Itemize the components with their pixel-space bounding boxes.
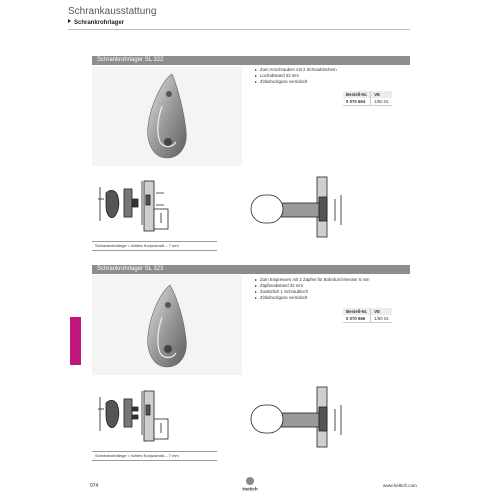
page-title: Schrankausstattung bbox=[68, 6, 157, 17]
feature-item: Zinkdruckguss vernickelt bbox=[255, 79, 337, 85]
feature-item: Zinkdruckguss vernickelt bbox=[255, 295, 370, 301]
length-caption: Schrankrohrlänge = lichtes Korpusmaß – 7 mm bbox=[95, 453, 179, 458]
order-table bbox=[343, 91, 392, 106]
feature-list bbox=[255, 277, 370, 301]
feature-item: Lochabstand 32 mm bbox=[255, 73, 337, 79]
footer-url[interactable]: www.hettich.com bbox=[383, 483, 417, 488]
caption-divider bbox=[92, 451, 217, 452]
section-title: Schrankrohrlager SL 323 bbox=[97, 266, 164, 272]
feature-item: Zum Anschrauben mit 2 Schraublöchern bbox=[255, 67, 337, 73]
header-divider bbox=[68, 29, 410, 30]
section-title: Schrankrohrlager SL 322 bbox=[97, 57, 164, 63]
hettich-logo bbox=[234, 476, 266, 492]
order-number: 0 070 666 bbox=[343, 315, 371, 323]
order-table-header: VE bbox=[371, 91, 392, 98]
caption-divider bbox=[92, 250, 217, 251]
order-number: 0 070 664 bbox=[343, 98, 371, 106]
packing-unit: 1/50 St. bbox=[371, 98, 392, 106]
breadcrumb-label: Schrankrohrlager bbox=[74, 20, 125, 26]
hettich-logo-icon bbox=[234, 476, 266, 492]
order-table-header: Bestell-Nr. bbox=[343, 91, 371, 98]
chapter-tab bbox=[70, 317, 81, 365]
order-table bbox=[343, 308, 392, 323]
caption-divider bbox=[92, 460, 217, 461]
logo-text: Hettich bbox=[242, 486, 258, 492]
feature-list bbox=[255, 67, 337, 85]
product-photo bbox=[92, 66, 242, 166]
technical-drawing-front bbox=[243, 175, 353, 240]
breadcrumb[interactable] bbox=[68, 19, 124, 26]
order-table-header: VE bbox=[371, 308, 392, 315]
product-photo bbox=[92, 275, 242, 375]
technical-drawing-side bbox=[92, 385, 187, 450]
feature-item: Zusätzlich 1 Schraubloch bbox=[255, 289, 370, 295]
feature-item: Zapfenabstand 32 mm bbox=[255, 283, 370, 289]
order-table-header: Bestell-Nr. bbox=[343, 308, 371, 315]
triangle-right-icon bbox=[68, 19, 71, 23]
caption-divider bbox=[92, 241, 217, 242]
page-number: 974 bbox=[90, 483, 99, 489]
feature-item: Zum Einpressen mit 2 Zapfen für Bohrdurchmesser 5 mm bbox=[255, 277, 370, 283]
technical-drawing-side bbox=[92, 175, 187, 240]
technical-drawing-front bbox=[243, 385, 353, 450]
pipe-bearing-image bbox=[92, 66, 242, 166]
packing-unit: 1/50 St. bbox=[371, 315, 392, 323]
pipe-bearing-image bbox=[92, 275, 242, 375]
length-caption: Schrankrohrlänge = lichtes Korpusmaß – 7 mm bbox=[95, 243, 179, 248]
